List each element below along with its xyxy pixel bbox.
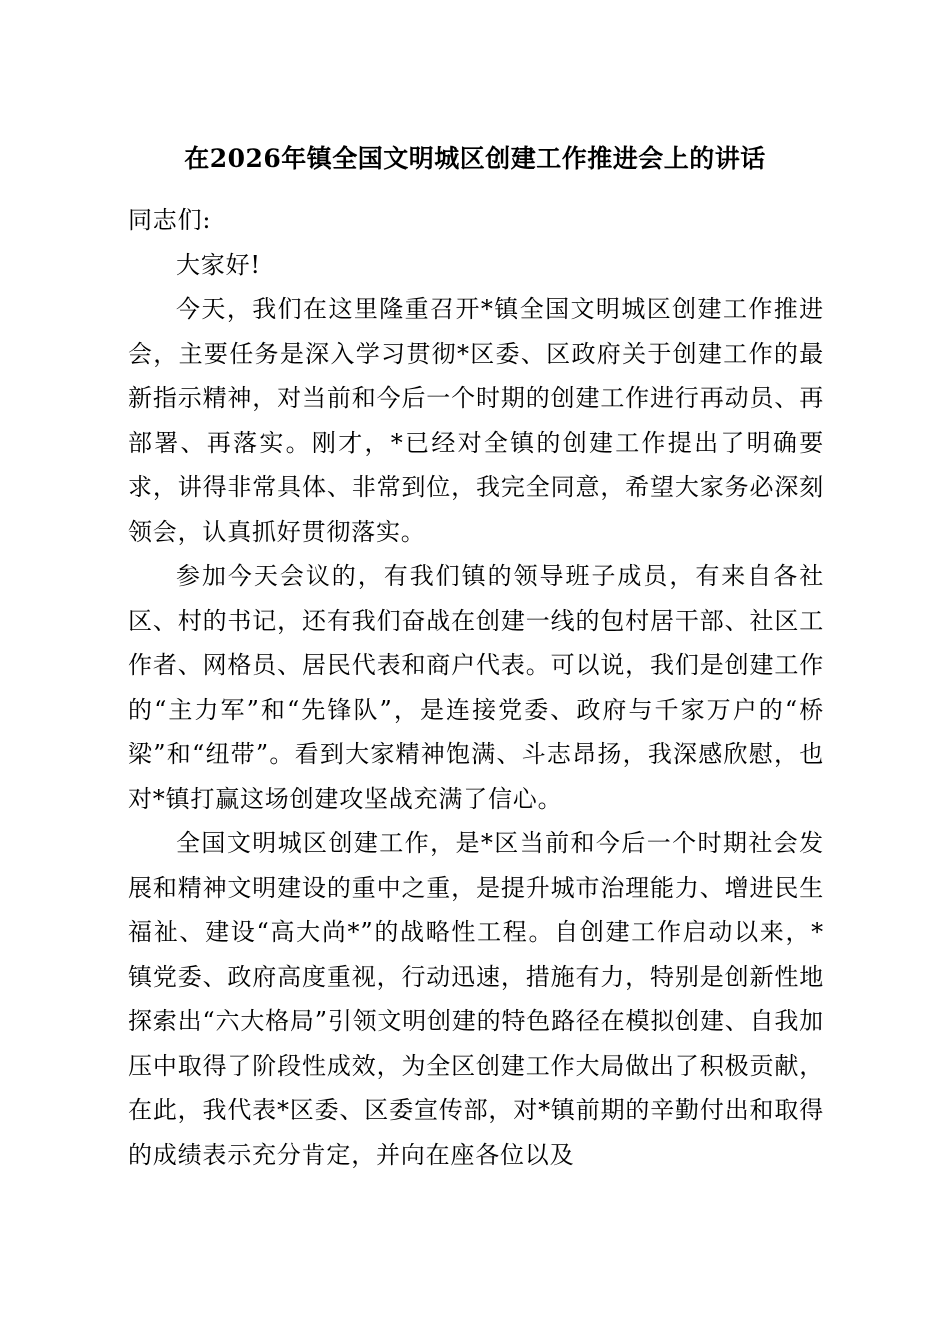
paragraph-1: 今天，我们在这里隆重召开*镇全国文明城区创建工作推进会，主要任务是深入学习贯彻*区委、区政府关于创建工作的最新指示精神，对当前和今后一个时期的创建工作进行再动员、再部署、再落实。刚才，*已经对全镇的创建工作提出了明确要求，讲得非常具体、非常到位，我完全同意，希望大家务必深刻领会，认真抓好贯彻落实。 bbox=[128, 295, 824, 546]
paragraph-2: 参加今天会议的，有我们镇的领导班子成员，有来自各社区、村的书记，还有我们奋战在创建一线的包村居干部、社区工作者、网格员、居民代表和商户代表。可以说，我们是创建工作的“主力军”和“先锋队”，是连接党委、政府与千家万户的“桥梁”和“纽带”。看到大家精神饱满、斗志昂扬，我深感欣慰，也对*镇打赢这场创建攻坚战充满了信心。 bbox=[128, 562, 824, 813]
paragraph-3: 全国文明城区创建工作，是*区当前和今后一个时期社会发展和精神文明建设的重中之重，是提升城市治理能力、增进民生福祉、建设“高大尚*”的战略性工程。自创建工作启动以来，*镇党委、政府高度重视，行动迅速，措施有力，特别是创新性地探索出“六大格局”引领文明创建的特色路径在模拟创建、自我加压中取得了阶段性成效，为全区创建工作大局做出了积极贡献，在此，我代表*区委、区委宣传部，对*镇前期的辛勤付出和取得的成绩表示充分肯定，并向在座各位以及 bbox=[128, 829, 824, 1169]
greeting: 大家好! bbox=[176, 250, 261, 279]
document-title: 在2026年镇全国文明城区创建工作推进会上的讲话 bbox=[184, 144, 766, 173]
salutation: 同志们: bbox=[128, 206, 212, 234]
document-body bbox=[128, 198, 824, 1177]
